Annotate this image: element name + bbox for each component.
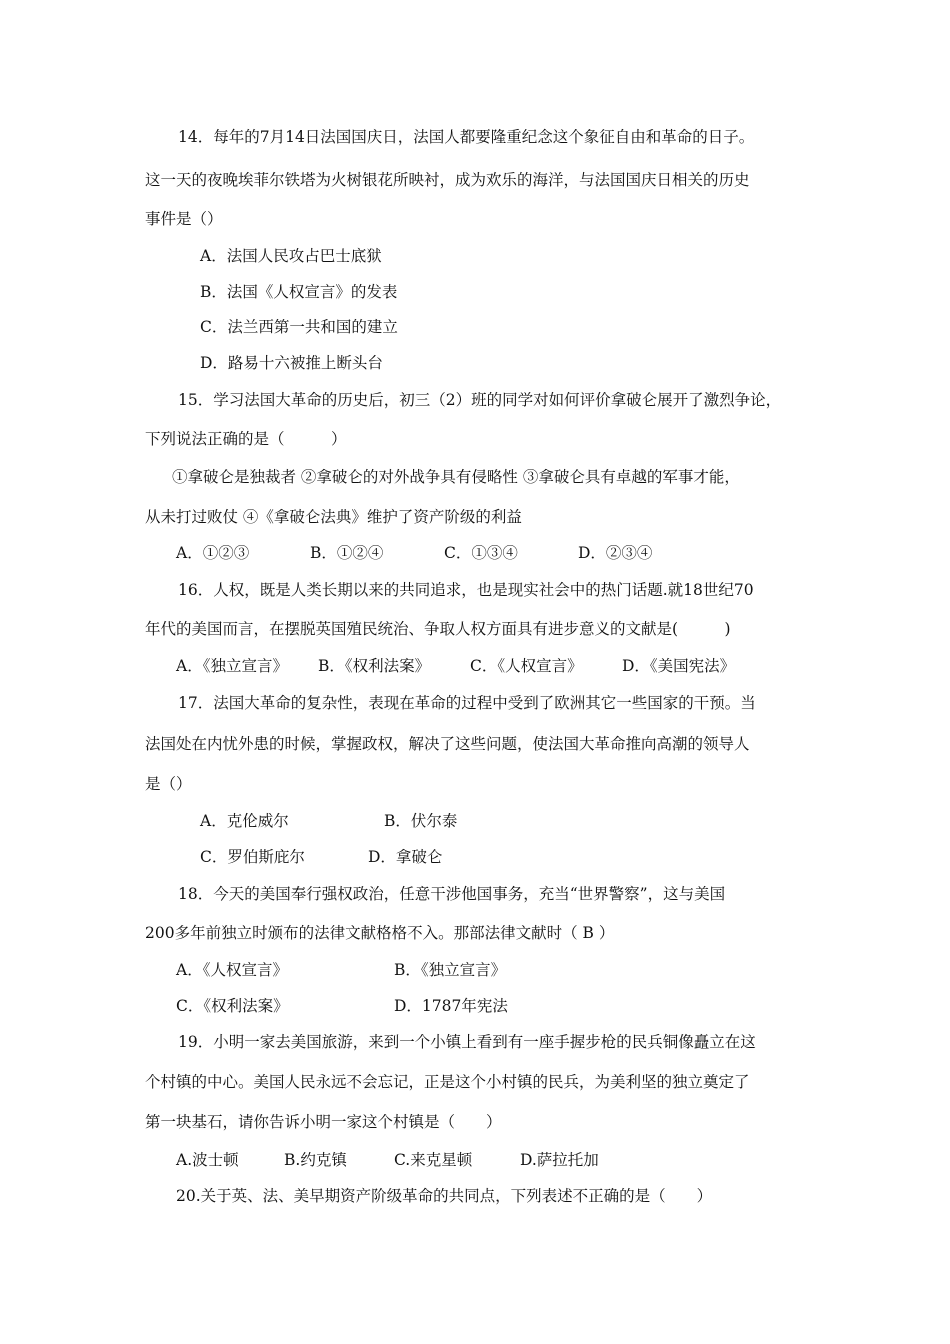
question-20-line-1: 20.关于英、法、美早期资产阶级革命的共同点，下列表述不正确的是（ ）	[176, 1187, 713, 1205]
question-19-line-3: 第一块基石，请你告诉小明一家这个村镇是（ ）	[145, 1113, 502, 1131]
question-17-option-d: D．拿破仑	[368, 848, 443, 866]
question-16-option-a: A．《独立宣言》	[176, 657, 288, 675]
question-16-option-b: B．《权利法案》	[318, 657, 431, 675]
question-15-line-1: 15．学习法国大革命的历史后，初三（2）班的同学对如何评价拿破仑展开了激烈争论，	[178, 391, 782, 409]
question-14-line-1: 14．每年的7月14日法国国庆日，法国人都要隆重纪念这个象征自由和革命的日子。	[178, 128, 755, 146]
question-18-line-1: 18．今天的美国奉行强权政治，任意干涉他国事务，充当“世界警察”，这与美国	[178, 885, 726, 903]
question-18-option-c: C．《权利法案》	[176, 997, 289, 1015]
question-16-option-d: D．《美国宪法》	[622, 657, 736, 675]
question-19-option-b: B.约克镇	[284, 1151, 347, 1169]
question-15-line-2: 下列说法正确的是（ ）	[145, 430, 347, 448]
question-17-line-2: 法国处在内忧外患的时候，掌握政权，解决了这些问题，使法国大革命推向高潮的领导人	[145, 735, 750, 753]
question-15-line-3: ①拿破仑是独裁者 ②拿破仑的对外战争具有侵略性 ③拿破仑具有卓越的军事才能，	[172, 468, 740, 486]
question-14-option-c: C．法兰西第一共和国的建立	[200, 318, 398, 336]
question-19-option-c: C.来克星顿	[394, 1151, 473, 1169]
question-18-line-2: 200多年前独立时颁布的法律文献格格不入。那部法律文献时（ B ）	[145, 924, 615, 942]
question-17-option-c: C．罗伯斯庇尔	[200, 848, 305, 866]
question-19-option-a: A.波士顿	[176, 1151, 239, 1169]
question-16-line-2: 年代的美国而言，在摆脱英国殖民统治、争取人权方面具有进步意义的文献是( )	[145, 620, 731, 638]
question-14-option-d: D．路易十六被推上断头台	[200, 354, 383, 372]
question-15-option-c: C．①③④	[444, 544, 518, 562]
question-17-option-a: A．克伦威尔	[200, 812, 289, 830]
question-19-option-d: D.萨拉托加	[520, 1151, 599, 1169]
question-17-line-1: 17．法国大革命的复杂性，表现在革命的过程中受到了欧洲其它一些国家的干预。当	[178, 694, 756, 712]
question-19-line-1: 19．小明一家去美国旅游，来到一个小镇上看到有一座手握步枪的民兵铜像矗立在这	[178, 1033, 756, 1051]
question-15-option-b: B．①②④	[310, 544, 384, 562]
question-18-option-d: D．1787年宪法	[394, 997, 508, 1015]
question-16-option-c: C．《人权宣言》	[470, 657, 583, 675]
question-15-option-a: A．①②③	[176, 544, 250, 562]
question-14-line-2: 这一天的夜晚埃菲尔铁塔为火树银花所映衬，成为欢乐的海洋，与法国国庆日相关的历史	[145, 171, 750, 189]
question-15-line-4: 从未打过败仗 ④《拿破仑法典》维护了资产阶级的利益	[145, 508, 522, 526]
question-17-option-b: B．伏尔泰	[384, 812, 458, 830]
question-14-line-3: 事件是（）	[145, 210, 223, 228]
question-15-option-d: D．②③④	[578, 544, 653, 562]
question-17-line-3: 是（）	[145, 775, 192, 793]
question-19-line-2: 个村镇的中心。美国人民永远不会忘记，正是这个小村镇的民兵，为美利坚的独立奠定了	[145, 1073, 750, 1091]
question-16-line-1: 16．人权，既是人类长期以来的共同追求，也是现实社会中的热门话题.就18世纪70	[178, 581, 754, 599]
question-14-option-a: A．法国人民攻占巴士底狱	[200, 247, 382, 265]
question-18-option-b: B．《独立宣言》	[394, 961, 507, 979]
question-14-option-b: B．法国《人权宣言》的发表	[200, 283, 398, 301]
question-18-option-a: A．《人权宣言》	[176, 961, 288, 979]
